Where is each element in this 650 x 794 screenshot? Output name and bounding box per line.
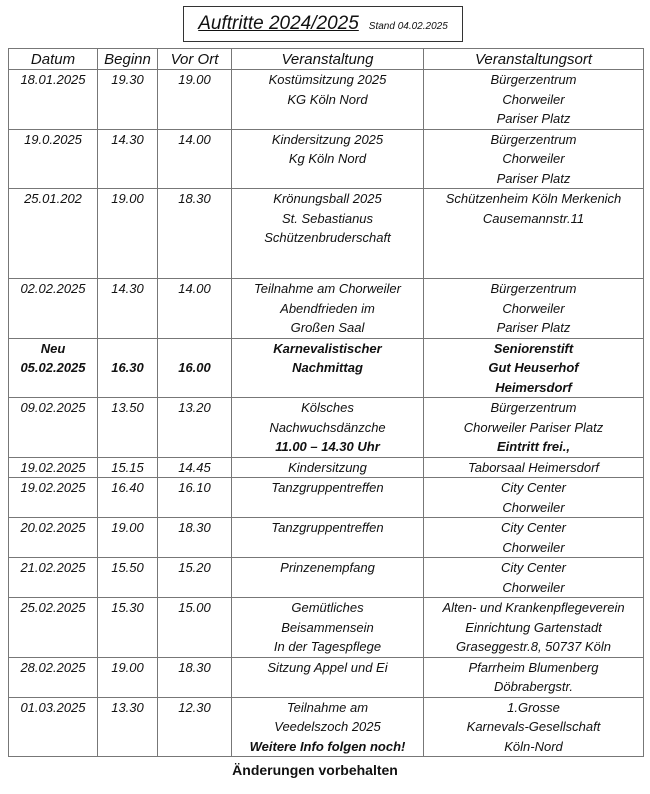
cell-datum: 01.03.2025 (9, 697, 98, 757)
cell-veranstaltung: Karnevalistischer Nachmittag (232, 338, 424, 398)
cell-ort: Alten- und Krankenpflegeverein Einrichtung Gartenstadt Graseggestr.8, 50737 Köln (424, 598, 644, 658)
cell-veranstaltung: Kölsches Nachwuchsdänzche 11.00 – 14.30 Uhr (232, 398, 424, 458)
cell-veranstaltung: Teilnahme am Veedelszoch 2025 Weitere Info folgen noch! (232, 697, 424, 757)
cell-ort: Bürgerzentrum Chorweiler Pariser Platz Eintritt frei., (424, 398, 644, 458)
cell-datum: 20.02.2025 (9, 518, 98, 558)
cell-vor-ort: 16.00 (158, 338, 232, 398)
stand-date: Stand 04.02.2025 (368, 20, 448, 32)
cell-beginn: 15.15 (98, 457, 158, 478)
table-row (9, 338, 644, 398)
table-row (9, 558, 644, 598)
cell-veranstaltung: Teilnahme am Chorweiler Abendfrieden im Großen Saal (232, 279, 424, 339)
cell-ort: Bürgerzentrum Chorweiler Pariser Platz (424, 129, 644, 189)
cell-vor-ort: 15.00 (158, 598, 232, 658)
cell-beginn: 16.30 (98, 338, 158, 398)
cell-vor-ort: 16.10 (158, 478, 232, 518)
cell-datum: 19.0.2025 (9, 129, 98, 189)
table-row (9, 129, 644, 189)
events-table (8, 48, 644, 757)
cell-beginn: 15.50 (98, 558, 158, 598)
cell-ort: City Center Chorweiler (424, 518, 644, 558)
cell-ort: 1.Grosse Karnevals-Gesellschaft Köln-Nord (424, 697, 644, 757)
table-row (9, 657, 644, 697)
cell-veranstaltung: Tanzgruppentreffen (232, 478, 424, 518)
cell-vor-ort: 14.45 (158, 457, 232, 478)
cell-veranstaltung: Kindersitzung (232, 457, 424, 478)
cell-beginn: 13.30 (98, 697, 158, 757)
cell-vor-ort: 18.30 (158, 657, 232, 697)
title-box (183, 6, 463, 42)
table-row (9, 189, 644, 279)
cell-ort: Seniorenstift Gut Heuserhof Heimersdorf (424, 338, 644, 398)
cell-ort: Bürgerzentrum Chorweiler Pariser Platz (424, 70, 644, 130)
cell-veranstaltung: Kostümsitzung 2025 KG Köln Nord (232, 70, 424, 130)
cell-ort: Pfarrheim Blumenberg Döbrabergstr. (424, 657, 644, 697)
table-row (9, 457, 644, 478)
table-row (9, 697, 644, 757)
cell-datum: 28.02.2025 (9, 657, 98, 697)
table-row (9, 478, 644, 518)
cell-veranstaltung: Krönungsball 2025 St. Sebastianus Schützenbruderschaft (232, 189, 424, 279)
cell-vor-ort: 14.00 (158, 279, 232, 339)
cell-datum: 18.01.2025 (9, 70, 98, 130)
cell-beginn: 14.30 (98, 129, 158, 189)
cell-vor-ort: 15.20 (158, 558, 232, 598)
cell-beginn: 19.00 (98, 189, 158, 279)
cell-beginn: 19.00 (98, 657, 158, 697)
cell-vor-ort: 13.20 (158, 398, 232, 458)
footer-note: Änderungen vorbehalten (232, 762, 398, 778)
cell-vor-ort: 12.30 (158, 697, 232, 757)
cell-ort: Taborsaal Heimersdorf (424, 457, 644, 478)
cell-beginn: 16.40 (98, 478, 158, 518)
cell-datum: 09.02.2025 (9, 398, 98, 458)
cell-vor-ort: 14.00 (158, 129, 232, 189)
cell-vor-ort: 19.00 (158, 70, 232, 130)
page-title: Auftritte 2024/2025 (198, 13, 359, 34)
cell-datum: 19.02.2025 (9, 457, 98, 478)
cell-beginn: 19.30 (98, 70, 158, 130)
cell-vor-ort: 18.30 (158, 518, 232, 558)
table-row (9, 398, 644, 458)
cell-beginn: 13.50 (98, 398, 158, 458)
cell-ort: Bürgerzentrum Chorweiler Pariser Platz (424, 279, 644, 339)
cell-beginn: 14.30 (98, 279, 158, 339)
header-beginn: Beginn (98, 49, 158, 70)
cell-datum: 21.02.2025 (9, 558, 98, 598)
cell-veranstaltung: Prinzenempfang (232, 558, 424, 598)
cell-beginn: 19.00 (98, 518, 158, 558)
header-veranstaltung: Veranstaltung (232, 49, 424, 70)
cell-veranstaltung: Gemütliches Beisammensein In der Tagespflege (232, 598, 424, 658)
table-row (9, 70, 644, 130)
header-datum: Datum (9, 49, 98, 70)
table-row (9, 518, 644, 558)
header-vor-ort: Vor Ort (158, 49, 232, 70)
cell-beginn: 15.30 (98, 598, 158, 658)
cell-datum: Neu 05.02.2025 (9, 338, 98, 398)
cell-datum: 25.01.202 (9, 189, 98, 279)
cell-veranstaltung: Kindersitzung 2025 Kg Köln Nord (232, 129, 424, 189)
cell-veranstaltung: Tanzgruppentreffen (232, 518, 424, 558)
table-row (9, 279, 644, 339)
cell-ort: City Center Chorweiler (424, 478, 644, 518)
table-row (9, 598, 644, 658)
cell-ort: City Center Chorweiler (424, 558, 644, 598)
header-veranstaltungsort: Veranstaltungsort (424, 49, 644, 70)
cell-vor-ort: 18.30 (158, 189, 232, 279)
cell-datum: 25.02.2025 (9, 598, 98, 658)
cell-datum: 19.02.2025 (9, 478, 98, 518)
cell-datum: 02.02.2025 (9, 279, 98, 339)
cell-veranstaltung: Sitzung Appel und Ei (232, 657, 424, 697)
cell-ort: Schützenheim Köln Merkenich Causemannstr.11 (424, 189, 644, 279)
table-header-row (9, 49, 644, 70)
